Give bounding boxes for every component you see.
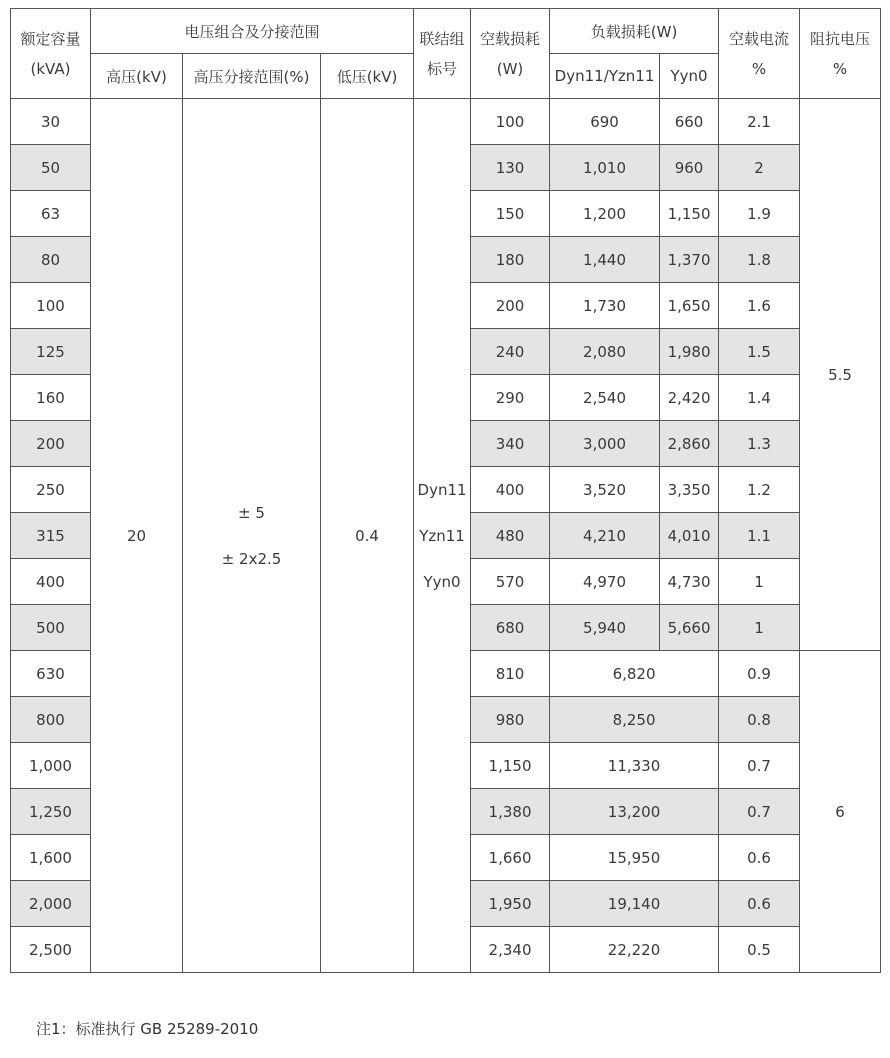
header-voltage-group: 电压组合及分接范围 <box>91 9 414 54</box>
cell-load-dyn: 4,210 <box>550 513 660 559</box>
cell-capacity: 160 <box>11 375 91 421</box>
header-noload-loss: 空载损耗 (W) <box>471 9 550 99</box>
cell-noload-current: 1.9 <box>719 191 800 237</box>
cell-capacity: 30 <box>11 99 91 145</box>
cell-noload-current: 1.4 <box>719 375 800 421</box>
cell-noload-loss: 1,660 <box>471 835 550 881</box>
cell-load-yyn: 1,980 <box>660 329 719 375</box>
cell-noload-loss: 150 <box>471 191 550 237</box>
cell-load-loss: 8,250 <box>550 697 719 743</box>
cell-capacity: 2,000 <box>11 881 91 927</box>
cell-load-yyn: 660 <box>660 99 719 145</box>
cell-noload-current: 2.1 <box>719 99 800 145</box>
cell-noload-loss: 2,340 <box>471 927 550 973</box>
cell-hv: 20 <box>91 99 183 973</box>
cell-noload-loss: 290 <box>471 375 550 421</box>
cell-capacity: 1,250 <box>11 789 91 835</box>
merged-line: Yzn11 <box>419 526 465 545</box>
cell-noload-loss: 1,150 <box>471 743 550 789</box>
cell-capacity: 125 <box>11 329 91 375</box>
cell-capacity: 200 <box>11 421 91 467</box>
cell-load-yyn: 960 <box>660 145 719 191</box>
header-load-yyn: Yyn0 <box>660 54 719 99</box>
cell-capacity: 315 <box>11 513 91 559</box>
merged-line: ± 5 <box>238 503 265 522</box>
cell-noload-current: 0.7 <box>719 789 800 835</box>
header-connection: 联结组 标号 <box>414 9 471 99</box>
header-hv: 高压(kV) <box>91 54 183 99</box>
cell-load-dyn: 3,520 <box>550 467 660 513</box>
cell-load-dyn: 1,440 <box>550 237 660 283</box>
cell-noload-loss: 480 <box>471 513 550 559</box>
cell-noload-current: 1.2 <box>719 467 800 513</box>
spec-table <box>10 8 881 973</box>
cell-load-yyn: 2,420 <box>660 375 719 421</box>
cell-noload-current: 1.3 <box>719 421 800 467</box>
cell-noload-loss: 570 <box>471 559 550 605</box>
cell-noload-current: 1 <box>719 559 800 605</box>
cell-noload-current: 1.1 <box>719 513 800 559</box>
header-noload-current: 空载电流 % <box>719 9 800 99</box>
cell-noload-loss: 1,950 <box>471 881 550 927</box>
cell-capacity: 250 <box>11 467 91 513</box>
cell-load-yyn: 2,860 <box>660 421 719 467</box>
table-body <box>11 9 881 973</box>
merged-line: ± 2x2.5 <box>221 549 282 568</box>
cell-capacity: 50 <box>11 145 91 191</box>
cell-load-loss: 6,820 <box>550 651 719 697</box>
cell-capacity: 630 <box>11 651 91 697</box>
merged-line: Yyn0 <box>423 572 461 591</box>
cell-noload-current: 1.6 <box>719 283 800 329</box>
cell-load-dyn: 1,200 <box>550 191 660 237</box>
cell-load-dyn: 1,730 <box>550 283 660 329</box>
header-impedance: 阻抗电压 % <box>800 9 881 99</box>
cell-impedance: 6 <box>800 651 881 973</box>
cell-noload-loss: 1,380 <box>471 789 550 835</box>
cell-noload-current: 2 <box>719 145 800 191</box>
cell-capacity: 1,000 <box>11 743 91 789</box>
cell-capacity: 500 <box>11 605 91 651</box>
header-lv: 低压(kV) <box>321 54 414 99</box>
cell-load-dyn: 1,010 <box>550 145 660 191</box>
cell-load-dyn: 5,940 <box>550 605 660 651</box>
cell-noload-loss: 400 <box>471 467 550 513</box>
cell-load-loss: 15,950 <box>550 835 719 881</box>
cell-load-loss: 11,330 <box>550 743 719 789</box>
cell-noload-loss: 100 <box>471 99 550 145</box>
header-row-1 <box>11 9 881 54</box>
cell-noload-loss: 810 <box>471 651 550 697</box>
cell-noload-loss: 240 <box>471 329 550 375</box>
cell-load-loss: 19,140 <box>550 881 719 927</box>
cell-noload-current: 0.6 <box>719 881 800 927</box>
cell-noload-loss: 130 <box>471 145 550 191</box>
cell-noload-current: 1 <box>719 605 800 651</box>
cell-load-yyn: 1,650 <box>660 283 719 329</box>
cell-noload-current: 1.8 <box>719 237 800 283</box>
cell-load-loss: 13,200 <box>550 789 719 835</box>
merged-line: Dyn11 <box>417 480 467 499</box>
cell-noload-current: 0.6 <box>719 835 800 881</box>
cell-load-dyn: 4,970 <box>550 559 660 605</box>
cell-load-dyn: 2,080 <box>550 329 660 375</box>
cell-noload-current: 1.5 <box>719 329 800 375</box>
cell-noload-loss: 980 <box>471 697 550 743</box>
cell-noload-current: 0.5 <box>719 927 800 973</box>
cell-noload-current: 0.9 <box>719 651 800 697</box>
header-load-dyn: Dyn11/Yzn11 <box>550 54 660 99</box>
header-load-loss: 负载损耗(W) <box>550 9 719 54</box>
cell-noload-loss: 180 <box>471 237 550 283</box>
cell-capacity: 1,600 <box>11 835 91 881</box>
cell-capacity: 400 <box>11 559 91 605</box>
cell-noload-loss: 680 <box>471 605 550 651</box>
header-capacity: 额定容量 (kVA) <box>11 9 91 99</box>
cell-load-dyn: 2,540 <box>550 375 660 421</box>
cell-capacity: 80 <box>11 237 91 283</box>
footnote: 注1：标准执行 GB 25289-2010 <box>36 1020 259 1038</box>
cell-capacity: 63 <box>11 191 91 237</box>
cell-load-yyn: 4,010 <box>660 513 719 559</box>
cell-connection <box>414 99 471 973</box>
cell-noload-current: 0.7 <box>719 743 800 789</box>
header-tap: 高压分接范围(%) <box>183 54 321 99</box>
cell-capacity: 100 <box>11 283 91 329</box>
cell-load-yyn: 5,660 <box>660 605 719 651</box>
cell-load-loss: 22,220 <box>550 927 719 973</box>
cell-lv: 0.4 <box>321 99 414 973</box>
cell-impedance: 5.5 <box>800 99 881 651</box>
cell-load-dyn: 690 <box>550 99 660 145</box>
cell-noload-current: 0.8 <box>719 697 800 743</box>
cell-capacity: 2,500 <box>11 927 91 973</box>
cell-tap <box>183 99 321 973</box>
cell-load-yyn: 1,370 <box>660 237 719 283</box>
cell-load-yyn: 4,730 <box>660 559 719 605</box>
table-row <box>11 99 881 145</box>
cell-load-yyn: 1,150 <box>660 191 719 237</box>
cell-noload-loss: 200 <box>471 283 550 329</box>
cell-load-yyn: 3,350 <box>660 467 719 513</box>
cell-load-dyn: 3,000 <box>550 421 660 467</box>
cell-capacity: 800 <box>11 697 91 743</box>
cell-noload-loss: 340 <box>471 421 550 467</box>
